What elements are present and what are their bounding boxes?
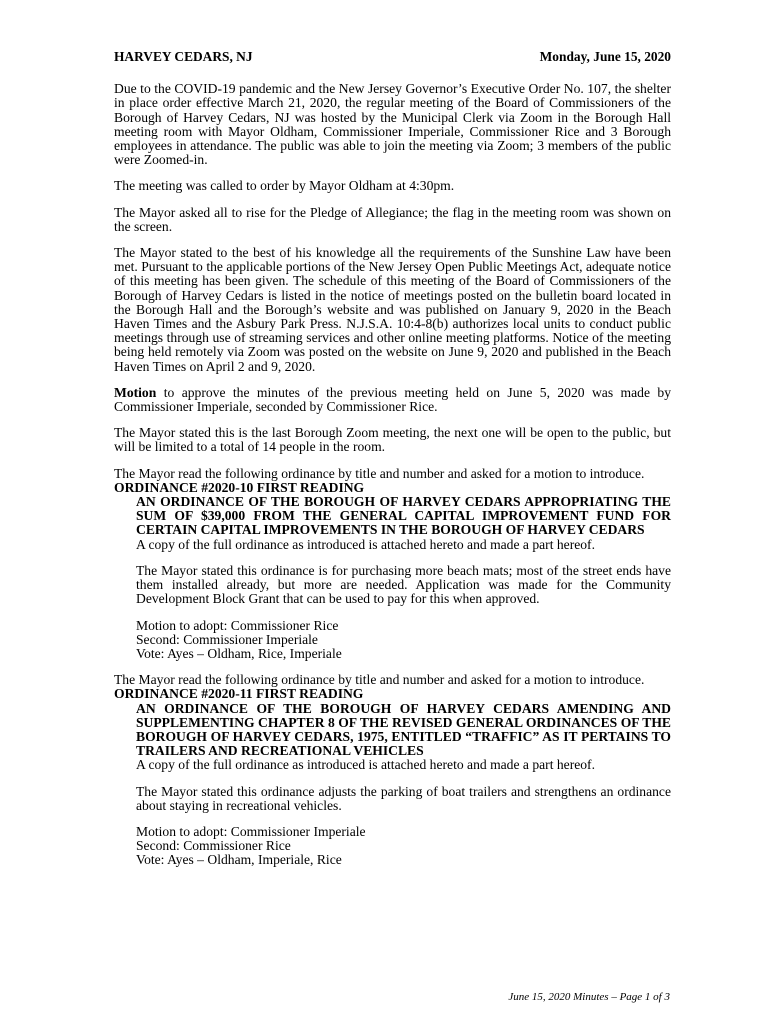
header-location: HARVEY CEDARS, NJ — [114, 49, 253, 64]
ordinance-heading: ORDINANCE #2020-10 FIRST READING — [114, 479, 365, 495]
ordinance-2020-10-section — [114, 467, 671, 661]
ordinance-2020-11-section — [114, 673, 671, 867]
ordinance-title: AN ORDINANCE OF THE BOROUGH OF HARVEY CEDARS AMENDING AND SUPPLEMENTING CHAPTER 8 OF THE REVISED GENERAL ORDINANCES OF THE BOROUGH OF HARVEY CEDARS, 1975, ENTITLED “TRAFFIC” AS IT PERTAINS TO TRAILERS AND RECREATIONAL VEHICLES — [136, 700, 671, 759]
second-line: Second: Commissioner Rice — [136, 838, 291, 854]
motion-line: Motion to adopt: Commissioner Imperiale — [136, 823, 366, 839]
document-page — [114, 50, 671, 868]
vote-line: Vote: Ayes – Oldham, Imperiale, Rice — [136, 852, 342, 868]
call-to-order-paragraph: The meeting was called to order by Mayor Oldham at 4:30pm. — [114, 178, 455, 194]
motion-label: Motion — [114, 384, 157, 400]
page-footer: June 15, 2020 Minutes – Page 1 of 3 — [508, 991, 670, 1003]
second-line: Second: Commissioner Imperiale — [136, 631, 318, 647]
document-header — [114, 50, 671, 64]
pledge-paragraph: The Mayor asked all to rise for the Pledge of Allegiance; the flag in the meeting room was shown on the screen. — [114, 204, 671, 234]
ordinance-statement: The Mayor stated this ordinance adjusts the parking of boat trailers and strengthens an ordinance about staying in recreational vehicles. — [136, 783, 671, 813]
motion-text: to approve the minutes of the previous meeting held on June 5, 2020 was made by Commissioner Imperiale, seconded by Commissioner Rice. — [114, 384, 671, 415]
header-date: Monday, June 15, 2020 — [539, 49, 671, 64]
minutes-motion-paragraph — [114, 386, 671, 414]
intro-paragraph: Due to the COVID-19 pandemic and the New Jersey Governor’s Executive Order No. 107, the shelter in place order effective March 21, 2020, the regular meeting of the Board of Commissioners of the Borough of Harvey Cedars, NJ was hosted by the Municipal Clerk via Zoom in the Borough Hall meeting room with Mayor Oldham, Commissioner Imperiale, Commissioner Rice and 3 Borough employees in attendance. The public was able to join the meeting via Zoom; 3 members of the public were Zoomed-in. — [114, 81, 671, 168]
ordinance-intro: The Mayor read the following ordinance by title and number and asked for a motion to introduce. — [114, 672, 645, 688]
sunshine-law-paragraph: The Mayor stated to the best of his knowledge all the requirements of the Sunshine Law have been met. Pursuant to the applicable portions of the New Jersey Open Public Meetings Act, adequate notice of this meeting has been given. The schedule of this meeting of the Board of Commissioners of the Borough of Harvey Cedars is listed in the notice of meetings posted on the bulletin board located in the Borough Hall and the Borough’s website and was published on January 9, 2020 in the Beach Haven Times and the Asbury Park Press. N.J.S.A. 10:4-8(b) authorizes local units to conduct public meetings through use of streaming services and other online meeting platforms. Notice of the meeting being held remotely via Zoom was posted on the website on June 9, 2020 and published in the Beach Haven Times on April 2 and 9, 2020. — [114, 245, 671, 374]
zoom-meeting-paragraph: The Mayor stated this is the last Borough Zoom meeting, the next one will be open to the public, but will be limited to a total of 14 people in the room. — [114, 425, 671, 455]
ordinance-heading: ORDINANCE #2020-11 FIRST READING — [114, 686, 364, 702]
ordinance-statement: The Mayor stated this ordinance is for purchasing more beach mats; most of the street ends have them installed already, but more are needed. Application was made for the Community Development Block Grant that can be used to pay for this when approved. — [136, 562, 671, 607]
ordinance-intro: The Mayor read the following ordinance by title and number and asked for a motion to introduce. — [114, 465, 645, 481]
ordinance-vote-block — [136, 619, 671, 662]
vote-line: Vote: Ayes – Oldham, Rice, Imperiale — [136, 645, 342, 661]
ordinance-copy-note: A copy of the full ordinance as introduced is attached hereto and made a part hereof. — [136, 536, 595, 552]
ordinance-title: AN ORDINANCE OF THE BOROUGH OF HARVEY CEDARS APPROPRIATING THE SUM OF $39,000 FROM THE GENERAL CAPITAL IMPROVEMENT FUND FOR CERTAIN CAPITAL IMPROVEMENTS IN THE BOROUGH OF HARVEY CEDARS — [136, 494, 671, 538]
ordinance-vote-block — [136, 825, 671, 868]
ordinance-copy-note: A copy of the full ordinance as introduced is attached hereto and made a part hereof. — [136, 757, 595, 773]
motion-line: Motion to adopt: Commissioner Rice — [136, 617, 339, 633]
